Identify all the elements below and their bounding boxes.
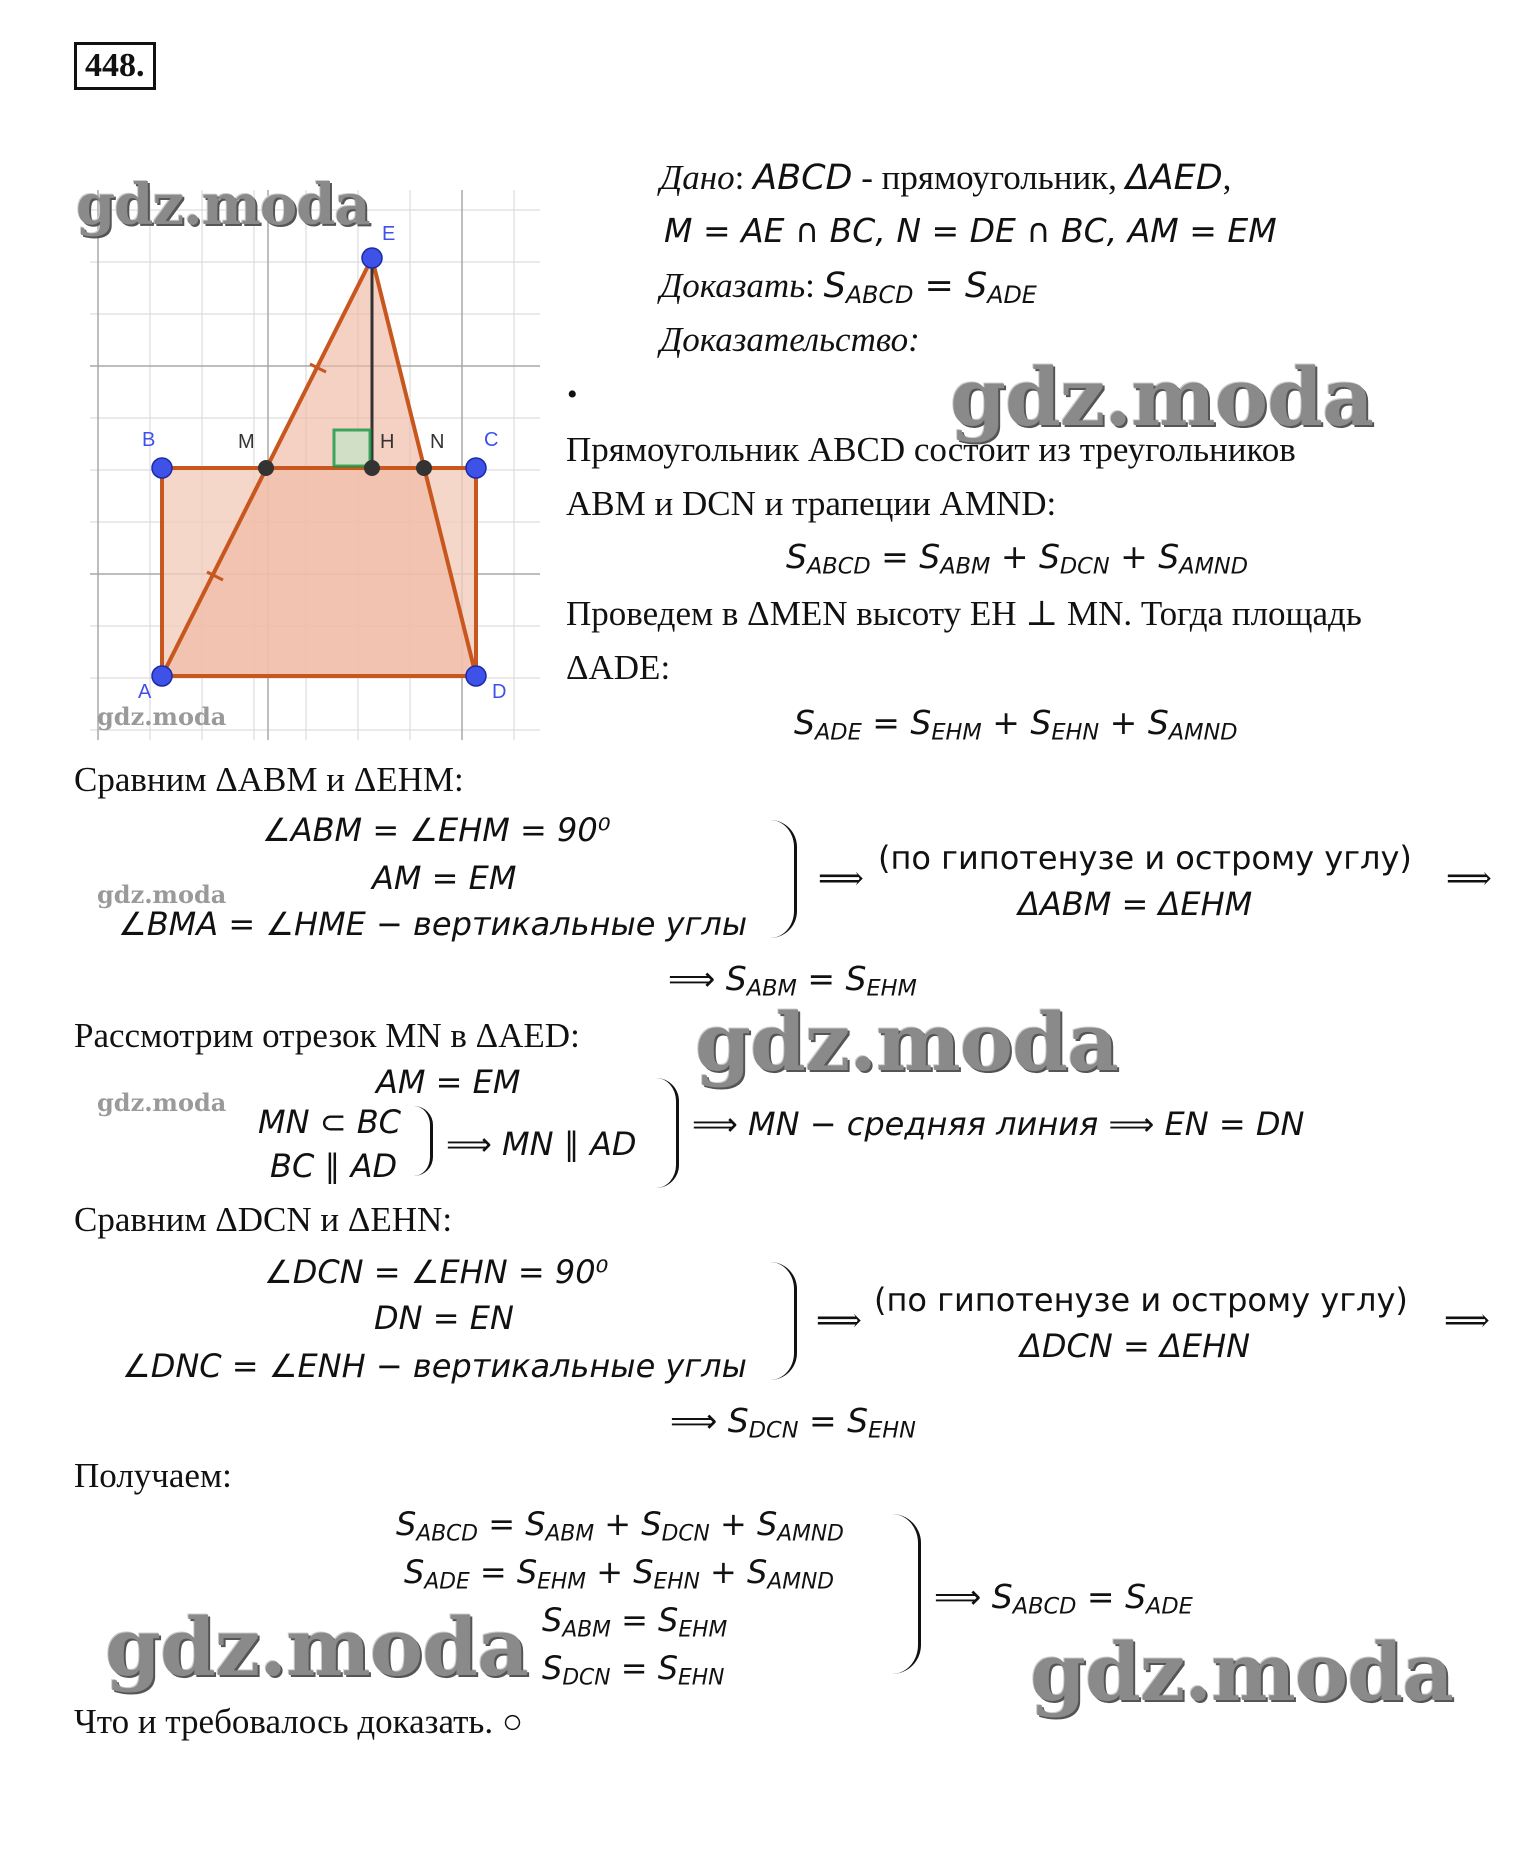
- point-b: [152, 458, 172, 478]
- compare-2-title: Сравним ΔDCN и ΔEHN:: [74, 1200, 453, 1239]
- compare-1-reason: (по гипотенузе и острому углу): [878, 839, 1412, 877]
- compare-2-line-3: ∠DNC = ∠ENH − вертикальные углы: [122, 1347, 747, 1385]
- mn-middle: ⟹ MN ∥ AD: [446, 1125, 637, 1163]
- label-b: B: [142, 429, 156, 451]
- watermark-middle: gdz.moda: [695, 995, 1118, 1089]
- brace-summary: [892, 1514, 921, 1674]
- label-c: C: [484, 429, 499, 451]
- mn-title: Рассмотрим отрезок MN в ΔAED:: [74, 1016, 580, 1055]
- label-m: M: [238, 431, 255, 453]
- compare-2-line-1: ∠DCN = ∠EHN = 90⁰: [264, 1253, 609, 1291]
- right-angle-mark: [334, 430, 370, 466]
- point-a: [152, 666, 172, 686]
- label-a: A: [138, 681, 152, 703]
- point-c: [466, 458, 486, 478]
- summary-title: Получаем:: [74, 1456, 232, 1495]
- label-e: E: [382, 223, 396, 245]
- formula-2: $S_{ADE} = S_{EHM} + S_{EHN} + S_{AMND}$: [794, 703, 1238, 746]
- proof-p2a: Проведем в ΔMEN высоту EH ⊥ MN. Тогда площадь: [566, 594, 1362, 633]
- brace-mn-small: [414, 1106, 433, 1176]
- brace-2: [770, 1262, 797, 1380]
- compare-1-line-2: AM = EM: [372, 859, 517, 897]
- label-n: N: [430, 431, 445, 453]
- label-d: D: [492, 681, 507, 703]
- problem-number: 448.: [74, 42, 156, 90]
- given-line-4: Доказательство:: [660, 320, 920, 359]
- proof-p2b: ΔADE:: [566, 648, 671, 687]
- compare-2-line-2: DN = EN: [374, 1299, 514, 1337]
- label-h: H: [380, 431, 395, 453]
- point-e: [362, 248, 382, 268]
- geometry-figure: [90, 190, 550, 750]
- point-d: [466, 666, 486, 686]
- mn-line-2: MN ⊂ BC: [258, 1103, 401, 1141]
- bullet: •: [567, 378, 578, 411]
- summary-conclusion: ⟹ $S_{ABCD} = S_{ADE}$: [934, 1577, 1193, 1620]
- proof-p1b: ABM и DCN и трапеции AMND:: [566, 484, 1057, 523]
- mn-conclusion: ⟹ MN − средняя линия ⟹ EN = DN: [692, 1105, 1305, 1143]
- compare-2-reason: (по гипотенузе и острому углу): [874, 1281, 1408, 1319]
- watermark-small-1: gdz.moda: [97, 702, 227, 731]
- summary-line-3: $S_{ABM} = S_{EHM}$: [542, 1601, 728, 1643]
- summary-line-1: $S_{ABCD} = S_{ABM} + S_{DCN} + S_{AMND}$: [396, 1505, 844, 1547]
- compare-2-arrow: ⟹: [816, 1302, 862, 1338]
- point-n: [416, 460, 432, 476]
- mn-line-1: AM = EM: [376, 1063, 521, 1101]
- point-m: [258, 460, 274, 476]
- formula-1: $S_{ABCD} = S_{ABM} + S_{DCN} + S_{AMND}$: [786, 537, 1248, 580]
- mn-line-3: BC ∥ AD: [270, 1147, 398, 1185]
- compare-1-result: ΔABM = ΔEHM: [1018, 885, 1253, 923]
- watermark-top-right: gdz.moda: [950, 350, 1373, 444]
- watermark-small-3: gdz.moda: [97, 1088, 227, 1117]
- compare-1-arrow-right: ⟹: [1446, 860, 1492, 896]
- summary-line-2: $S_{ADE} = S_{EHM} + S_{EHN} + S_{AMND}$: [404, 1553, 835, 1595]
- watermark-bottom-left: gdz.moda: [105, 1600, 528, 1694]
- compare-2-result: ΔDCN = ΔEHN: [1020, 1327, 1251, 1365]
- watermark-small-2: gdz.moda: [97, 880, 227, 909]
- end-of-proof: Что и требовалось доказать. ○: [74, 1702, 524, 1741]
- brace-1: [770, 820, 797, 938]
- proof-p1a: Прямоугольник ABCD состоит из треугольников: [566, 430, 1296, 469]
- given-line-2: M = AE ∩ BC, N = DE ∩ BC, AM = EM: [664, 211, 1277, 250]
- watermark-top-left: gdz.moda: [76, 172, 370, 238]
- watermark-bottom-right: gdz.moda: [1030, 1625, 1453, 1719]
- summary-line-4: $S_{DCN} = S_{EHN}$: [542, 1649, 725, 1691]
- given-line-3: Доказать: $S_{ABCD} = S_{ADE}$: [660, 266, 1037, 309]
- point-h: [364, 460, 380, 476]
- compare-1-title: Сравним ΔABM и ΔEHM:: [74, 760, 464, 799]
- compare-1-arrow: ⟹: [818, 860, 864, 896]
- brace-mn-large: [656, 1078, 679, 1188]
- compare-2-arrow-right: ⟹: [1444, 1302, 1490, 1338]
- compare-2-conclusion: ⟹ $S_{DCN} = S_{EHN}$: [670, 1401, 916, 1444]
- compare-1-conclusion: ⟹ $S_{ABM} = S_{EHM}$: [668, 959, 917, 1002]
- given-line-1: Дано: ABCD - прямоугольник, ΔAED,: [660, 158, 1232, 198]
- compare-1-line-1: ∠ABM = ∠EHM = 90⁰: [262, 811, 611, 849]
- compare-1-line-3: ∠BMA = ∠HME − вертикальные углы: [118, 905, 748, 943]
